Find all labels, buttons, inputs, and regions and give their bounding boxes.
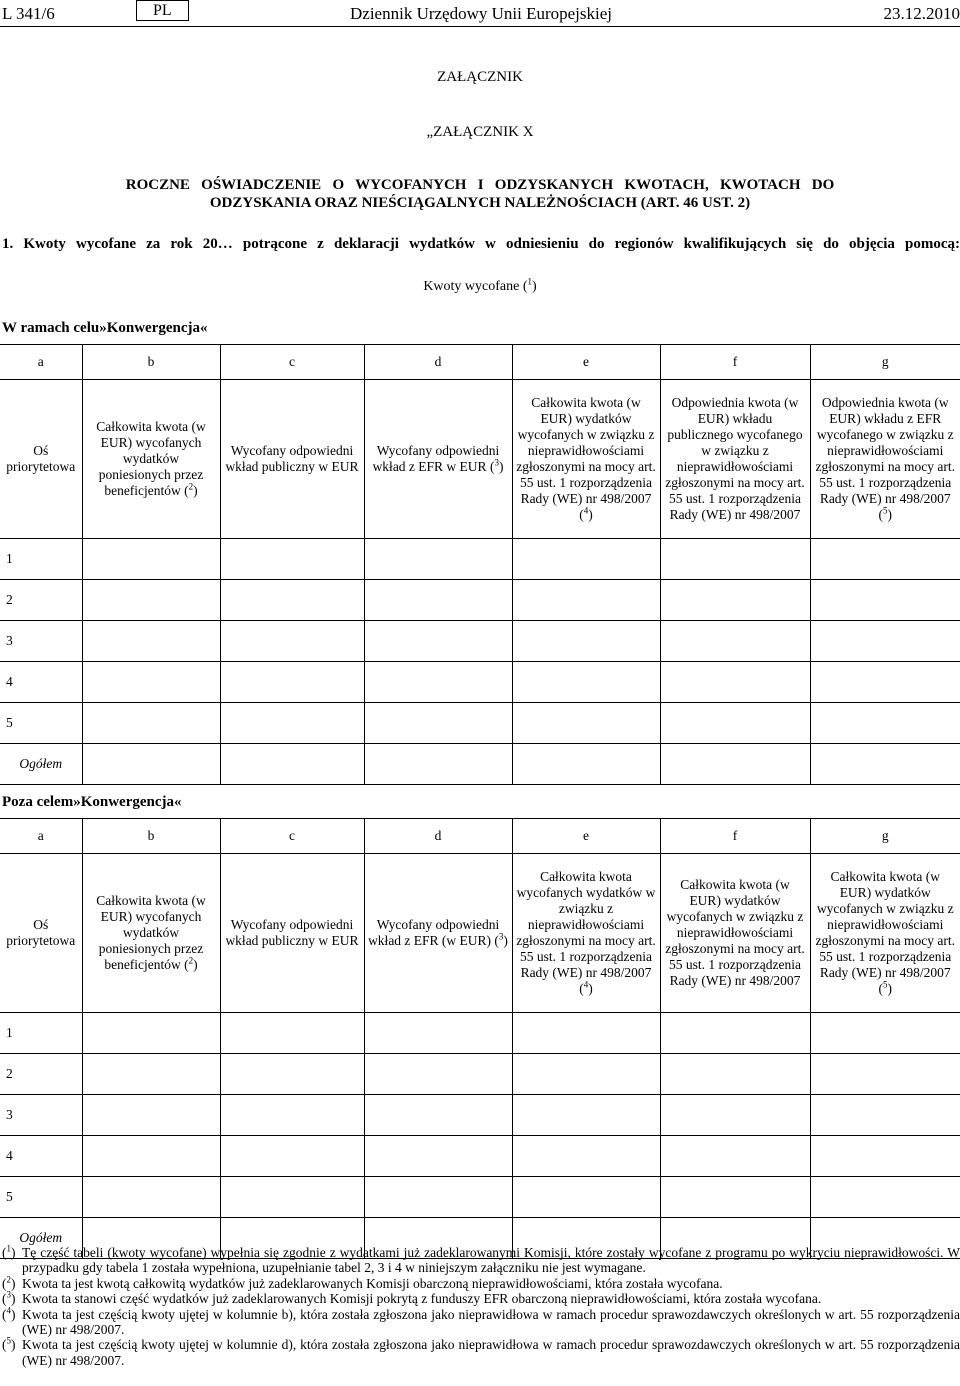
column-header-row xyxy=(0,380,960,539)
column-letter: g xyxy=(810,345,960,380)
empty-cell xyxy=(82,744,220,785)
empty-cell xyxy=(810,539,960,580)
column-header: Oś priorytetowa xyxy=(0,854,82,1013)
row-number: 5 xyxy=(0,1177,82,1218)
empty-cell xyxy=(660,1013,810,1054)
empty-cell xyxy=(660,703,810,744)
table-row xyxy=(0,1136,960,1177)
empty-cell xyxy=(810,744,960,785)
column-letter: e xyxy=(512,345,660,380)
footnote-marker-number: 5 xyxy=(6,1335,11,1346)
empty-cell xyxy=(512,539,660,580)
empty-cell xyxy=(512,1054,660,1095)
footnote-ref: 4 xyxy=(583,979,589,990)
page-reference: L 341/6 xyxy=(2,4,55,23)
empty-cell xyxy=(660,539,810,580)
empty-cell xyxy=(810,621,960,662)
column-letter: b xyxy=(82,345,220,380)
footnote-text: Kwota ta jest częścią kwoty ujętej w kolumnie d), która została zgłoszona jako nieprawidłowa w ramach procedur sprawozdawczych określonych w art. 55 rozporządzenia (WE) nr 498/2007. xyxy=(22,1337,960,1368)
total-row xyxy=(0,744,960,785)
empty-cell xyxy=(220,621,364,662)
table-row xyxy=(0,1013,960,1054)
empty-cell xyxy=(810,1177,960,1218)
footnote-marker: ($^2$) xyxy=(2,1274,16,1291)
amounts-footnote-ref: 1 xyxy=(527,276,533,287)
empty-cell xyxy=(82,1095,220,1136)
empty-cell xyxy=(220,1095,364,1136)
empty-cell xyxy=(82,580,220,621)
empty-cell xyxy=(364,662,512,703)
empty-cell xyxy=(810,1054,960,1095)
table-row xyxy=(0,1054,960,1095)
empty-cell xyxy=(82,1136,220,1177)
footnote xyxy=(2,1307,960,1338)
column-header: Wycofany odpowiedni wkład z EFR w EUR ($^3$) xyxy=(364,380,512,539)
column-header: Całkowita kwota (w EUR) wycofanych wydatków poniesionych przez beneficjentów ($^2$) xyxy=(82,380,220,539)
annex-subtitle: „ZAŁĄCZNIK X xyxy=(426,124,534,140)
empty-cell xyxy=(512,703,660,744)
empty-cell xyxy=(512,1177,660,1218)
footnote-ref: 5 xyxy=(883,505,888,516)
total-label: Ogółem xyxy=(0,1218,82,1259)
column-header: Wycofany odpowiedni wkład z EFR (w EUR) ($^3$) xyxy=(364,854,512,1013)
empty-cell xyxy=(364,1054,512,1095)
footnote-marker-number: 2 xyxy=(6,1274,11,1285)
footnote-text: Kwota ta jest częścią kwoty ujętej w kolumnie b), która została zgłoszona jako nieprawidłowa w ramach procedur sprawozdawczych określonych w art. 55 rozporządzenia (WE) nr 498/2007. xyxy=(22,1306,960,1338)
footnote-ref: 2 xyxy=(188,955,194,966)
empty-cell xyxy=(810,580,960,621)
column-header: Odpowiednia kwota (w EUR) wkładu z EFR wycofanego w związku z nieprawidłowościami zgłoszonymi na mocy art. 55 ust. 1 rozporządzenia Rady (WE) nr 498/2007 ($^5$) xyxy=(810,380,960,539)
intro-paragraph: 1. Kwoty wycofane za rok 20… potrącone z deklaracji wydatków w odniesieniu do regionów kwalifikujących się do objęcia pomocą: xyxy=(2,236,960,252)
empty-cell xyxy=(220,580,364,621)
withdrawn-amounts-table-outside-convergence xyxy=(0,818,960,1259)
empty-cell xyxy=(810,1013,960,1054)
column-letter: d xyxy=(364,819,512,854)
column-header: Oś priorytetowa xyxy=(0,380,82,539)
language-badge: PL xyxy=(136,0,189,21)
footnotes xyxy=(2,1245,960,1368)
row-number: 3 xyxy=(0,621,82,662)
empty-cell xyxy=(810,1095,960,1136)
footnote-ref: 4 xyxy=(583,505,589,516)
empty-cell xyxy=(82,703,220,744)
column-header: Wycofany odpowiedni wkład publiczny w EUR xyxy=(220,380,364,539)
column-letter: d xyxy=(364,345,512,380)
footnote-marker: ($^3$) xyxy=(2,1289,16,1307)
footnote-ref: 3 xyxy=(498,931,504,942)
footnote-marker-number: 3 xyxy=(6,1289,11,1300)
empty-cell xyxy=(364,539,512,580)
empty-cell xyxy=(82,662,220,703)
table-row xyxy=(0,580,960,621)
empty-cell xyxy=(660,1136,810,1177)
document-title-line-2: ODZYSKANIA ORAZ NIEŚCIĄGALNYCH NALEŻNOŚCIACH (ART. 46 UST. 2) xyxy=(209,195,751,211)
table-row xyxy=(0,621,960,662)
empty-cell xyxy=(220,1136,364,1177)
empty-cell xyxy=(660,621,810,662)
column-letter: g xyxy=(810,819,960,854)
annex-title: ZAŁĄCZNIK xyxy=(437,69,523,85)
footnote-marker-number: 1 xyxy=(6,1243,11,1254)
section-title-outside-convergence: Poza celem»Konwergencja« xyxy=(2,794,182,810)
row-number: 2 xyxy=(0,580,82,621)
footnote xyxy=(2,1337,960,1368)
empty-cell xyxy=(364,1136,512,1177)
empty-cell xyxy=(810,1136,960,1177)
withdrawn-amounts-table-convergence xyxy=(0,344,960,785)
footnote-ref: 3 xyxy=(494,457,499,468)
row-number: 3 xyxy=(0,1095,82,1136)
empty-cell xyxy=(512,662,660,703)
footnote-text: Kwota ta stanowi część wydatków już zadeklarowanych Komisji pokrytą z funduszy EFR obarczoną nieprawidłowościami, która została wycofana. xyxy=(22,1291,822,1307)
empty-cell xyxy=(660,744,810,785)
row-number: 1 xyxy=(0,539,82,580)
publication-date: 23.12.2010 xyxy=(883,4,960,23)
empty-cell xyxy=(220,1177,364,1218)
column-header: Całkowita kwota (w EUR) wydatków wycofanych w związku z nieprawidłowościami zgłoszonymi na mocy art. 55 ust. 1 rozporządzenia Rady (WE) nr 498/2007 ($^5$) xyxy=(810,854,960,1013)
empty-cell xyxy=(82,621,220,662)
column-letter: a xyxy=(0,819,82,854)
column-header: Całkowita kwota (w EUR) wycofanych wydatków poniesionych przez beneficjentów ($^2$) xyxy=(82,854,220,1013)
footnote-ref: 5 xyxy=(883,979,888,990)
column-letter: f xyxy=(660,345,810,380)
table-row xyxy=(0,662,960,703)
column-header: Całkowita kwota (w EUR) wydatków wycofanych w związku z nieprawidłowościami zgłoszonymi na mocy art. 55 ust. 1 rozporządzenia Rady (WE) nr 498/2007 xyxy=(660,854,810,1013)
table-row xyxy=(0,703,960,744)
empty-cell xyxy=(364,580,512,621)
empty-cell xyxy=(82,1013,220,1054)
footnote xyxy=(2,1291,960,1306)
empty-cell xyxy=(660,1177,810,1218)
row-number: 1 xyxy=(0,1013,82,1054)
empty-cell xyxy=(220,1054,364,1095)
column-header: Odpowiednia kwota (w EUR) wkładu publicznego wycofanego w związku z nieprawidłowościami zgłoszonymi na mocy art. 55 ust. 1 rozporządzenia Rady (WE) nr 498/2007 xyxy=(660,380,810,539)
amounts-withdrawn-label: Kwoty wycofane ($^1$) xyxy=(423,276,537,294)
empty-cell xyxy=(220,744,364,785)
row-number: 2 xyxy=(0,1054,82,1095)
document-title-line-1: ROCZNE OŚWIADCZENIE O WYCOFANYCH I ODZYSKANYCH KWOTACH, KWOTACH DO xyxy=(125,177,835,193)
empty-cell xyxy=(512,621,660,662)
row-number: 4 xyxy=(0,1136,82,1177)
table-row xyxy=(0,539,960,580)
empty-cell xyxy=(364,703,512,744)
footnote-text: Tę część tabeli (kwoty wycofane) wypełnia się zgodnie z wydatkami już zadeklarowanymi Komisji, które zostały wycofane z programu po wykryciu nieprawidłowości. W przypadku gdy tabela 1 została wypełniona, uzupełnianie tabel 2, 3 i 4 w niniejszym załączniku nie jest wymagane. xyxy=(22,1245,960,1276)
empty-cell xyxy=(220,539,364,580)
empty-cell xyxy=(512,1013,660,1054)
empty-cell xyxy=(82,1177,220,1218)
empty-cell xyxy=(810,703,960,744)
column-letter-row xyxy=(0,819,960,854)
empty-cell xyxy=(364,1095,512,1136)
column-letter: e xyxy=(512,819,660,854)
column-letter: a xyxy=(0,345,82,380)
column-header: Całkowita kwota wycofanych wydatków w związku z nieprawidłowościami zgłoszonymi na mocy art. 55 ust. 1 rozporządzenia Rady (WE) nr 498/2007 ($^4$) xyxy=(512,854,660,1013)
journal-header xyxy=(0,0,960,26)
column-letter: b xyxy=(82,819,220,854)
empty-cell xyxy=(660,662,810,703)
row-number: 4 xyxy=(0,662,82,703)
column-header-row xyxy=(0,854,960,1013)
column-letter: c xyxy=(220,345,364,380)
empty-cell xyxy=(82,1054,220,1095)
amounts-label-text: Kwoty wycofane xyxy=(423,279,520,294)
footnote-marker-number: 4 xyxy=(6,1305,11,1316)
empty-cell xyxy=(810,662,960,703)
empty-cell xyxy=(512,580,660,621)
footnote-marker: ($^1$) xyxy=(2,1243,16,1260)
footnote-ref: 2 xyxy=(188,481,194,492)
empty-cell xyxy=(364,1013,512,1054)
footnote xyxy=(2,1276,960,1291)
empty-cell xyxy=(660,1054,810,1095)
footnote-text: Kwota ta jest kwotą całkowitą wydatków już zadeklarowanych Komisji obarczoną nieprawidłowościami, która została wycofana. xyxy=(22,1275,723,1291)
empty-cell xyxy=(364,621,512,662)
column-letter-row xyxy=(0,345,960,380)
empty-cell xyxy=(512,1136,660,1177)
footnote xyxy=(2,1245,960,1276)
section-title-convergence: W ramach celu»Konwergencja« xyxy=(2,320,208,336)
empty-cell xyxy=(220,662,364,703)
column-header: Wycofany odpowiedni wkład publiczny w EUR xyxy=(220,854,364,1013)
empty-cell xyxy=(364,1177,512,1218)
empty-cell xyxy=(82,539,220,580)
table-row xyxy=(0,1177,960,1218)
empty-cell xyxy=(660,1095,810,1136)
total-label: Ogółem xyxy=(0,744,82,785)
row-number: 5 xyxy=(0,703,82,744)
footnote-marker: ($^5$) xyxy=(2,1335,16,1353)
column-header: Całkowita kwota (w EUR) wydatków wycofanych w związku z nieprawidłowościami zgłoszonymi na mocy art. 55 ust. 1 rozporządzenia Rady (WE) nr 498/2007 ($^4$) xyxy=(512,380,660,539)
empty-cell xyxy=(220,703,364,744)
journal-title: Dziennik Urzędowy Unii Europejskiej xyxy=(350,4,613,23)
empty-cell xyxy=(512,744,660,785)
footnote-marker: ($^4$) xyxy=(2,1305,16,1322)
empty-cell xyxy=(660,580,810,621)
empty-cell xyxy=(512,1095,660,1136)
empty-cell xyxy=(364,744,512,785)
column-letter: c xyxy=(220,819,364,854)
column-letter: f xyxy=(660,819,810,854)
table-row xyxy=(0,1095,960,1136)
header-rule xyxy=(0,26,960,27)
empty-cell xyxy=(220,1013,364,1054)
